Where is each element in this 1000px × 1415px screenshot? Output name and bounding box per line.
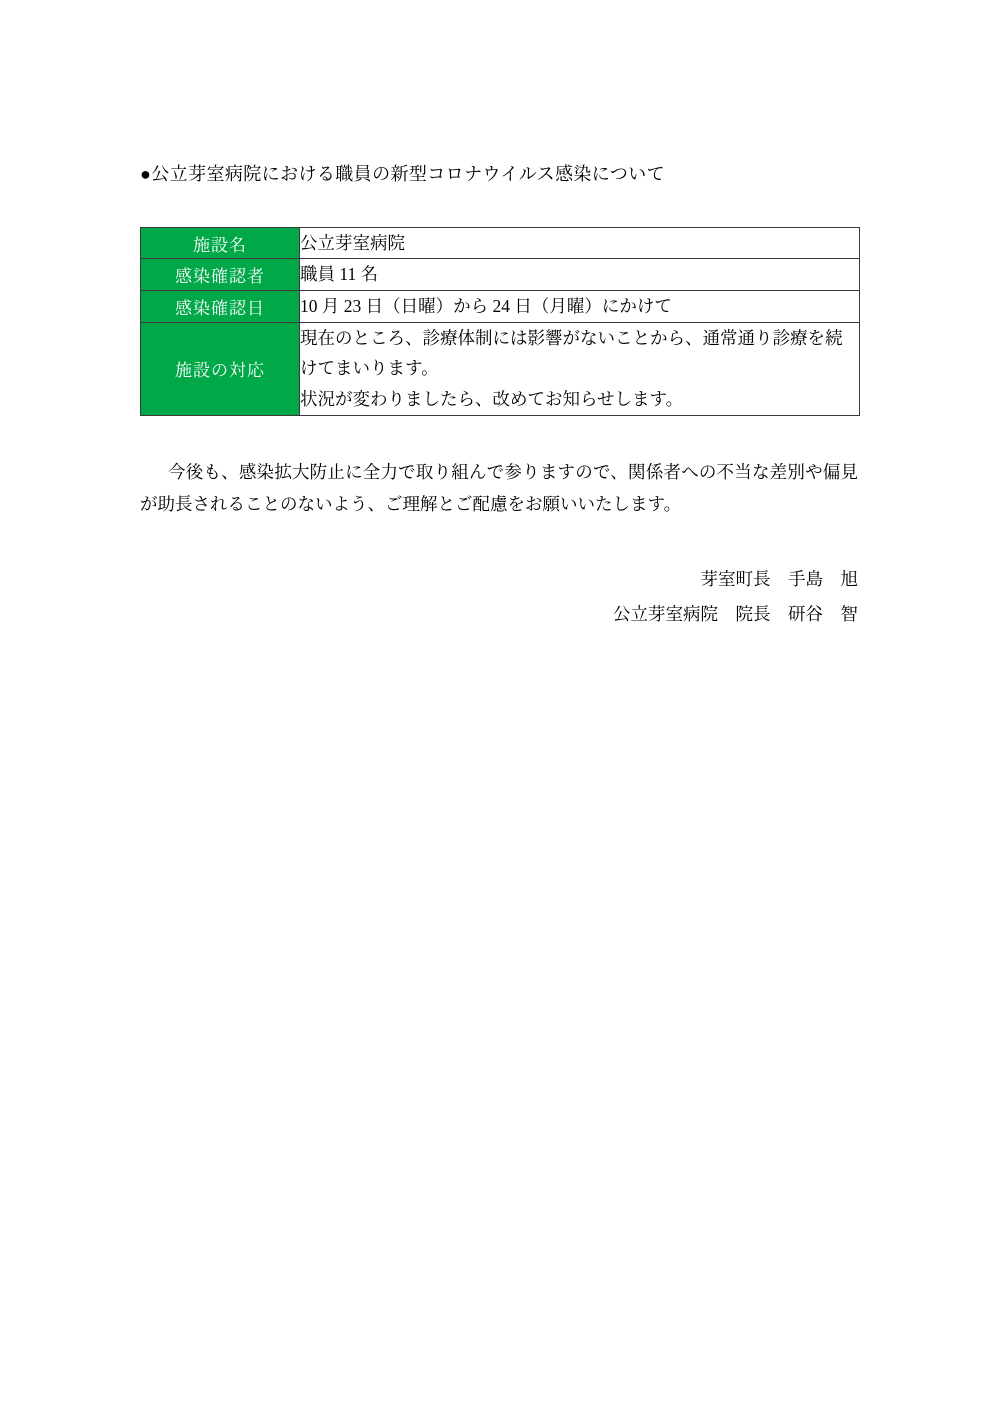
table-row: [141, 291, 860, 323]
row-label-confirmation-date: 感染確認日: [141, 291, 300, 323]
row-value-confirmed-cases: 職員 11 名: [300, 259, 860, 291]
closing-paragraph: [140, 456, 858, 521]
row-label-confirmed-cases: 感染確認者: [141, 259, 300, 291]
signature-block: [140, 562, 860, 632]
table-row: [141, 259, 860, 291]
row-label-facility-response: 施設の対応: [141, 322, 300, 415]
response-line-1: 現在のところ、診療体制には影響がないことから、通常通り診療を続: [300, 327, 843, 348]
row-value-confirmation-date: 10 月 23 日（日曜）から 24 日（月曜）にかけて: [300, 291, 860, 323]
response-line-2: けてまいります。: [300, 358, 439, 379]
signature-hospital-director: 公立芽室病院 院長 研谷 智: [613, 604, 858, 625]
document-content: [140, 160, 860, 632]
table-row: [141, 322, 860, 415]
row-label-facility-name: 施設名: [141, 227, 300, 259]
table-row: [141, 227, 860, 259]
page-title: ●公立芽室病院における職員の新型コロナウイルス感染について: [140, 164, 666, 184]
row-value-facility-response: [300, 322, 860, 415]
facility-info-table: [140, 227, 860, 416]
signature-mayor: 芽室町長 手島 旭: [700, 569, 858, 590]
closing-paragraph-text: 今後も、感染拡大防止に全力で取り組んで参りますので、関係者への不当な差別や偏見が助長されることのないよう、ご理解とご配慮をお願いいたします。: [140, 461, 858, 514]
response-line-3: 状況が変わりましたら、改めてお知らせします。: [300, 388, 684, 409]
row-value-facility-name: 公立芽室病院: [300, 227, 860, 259]
